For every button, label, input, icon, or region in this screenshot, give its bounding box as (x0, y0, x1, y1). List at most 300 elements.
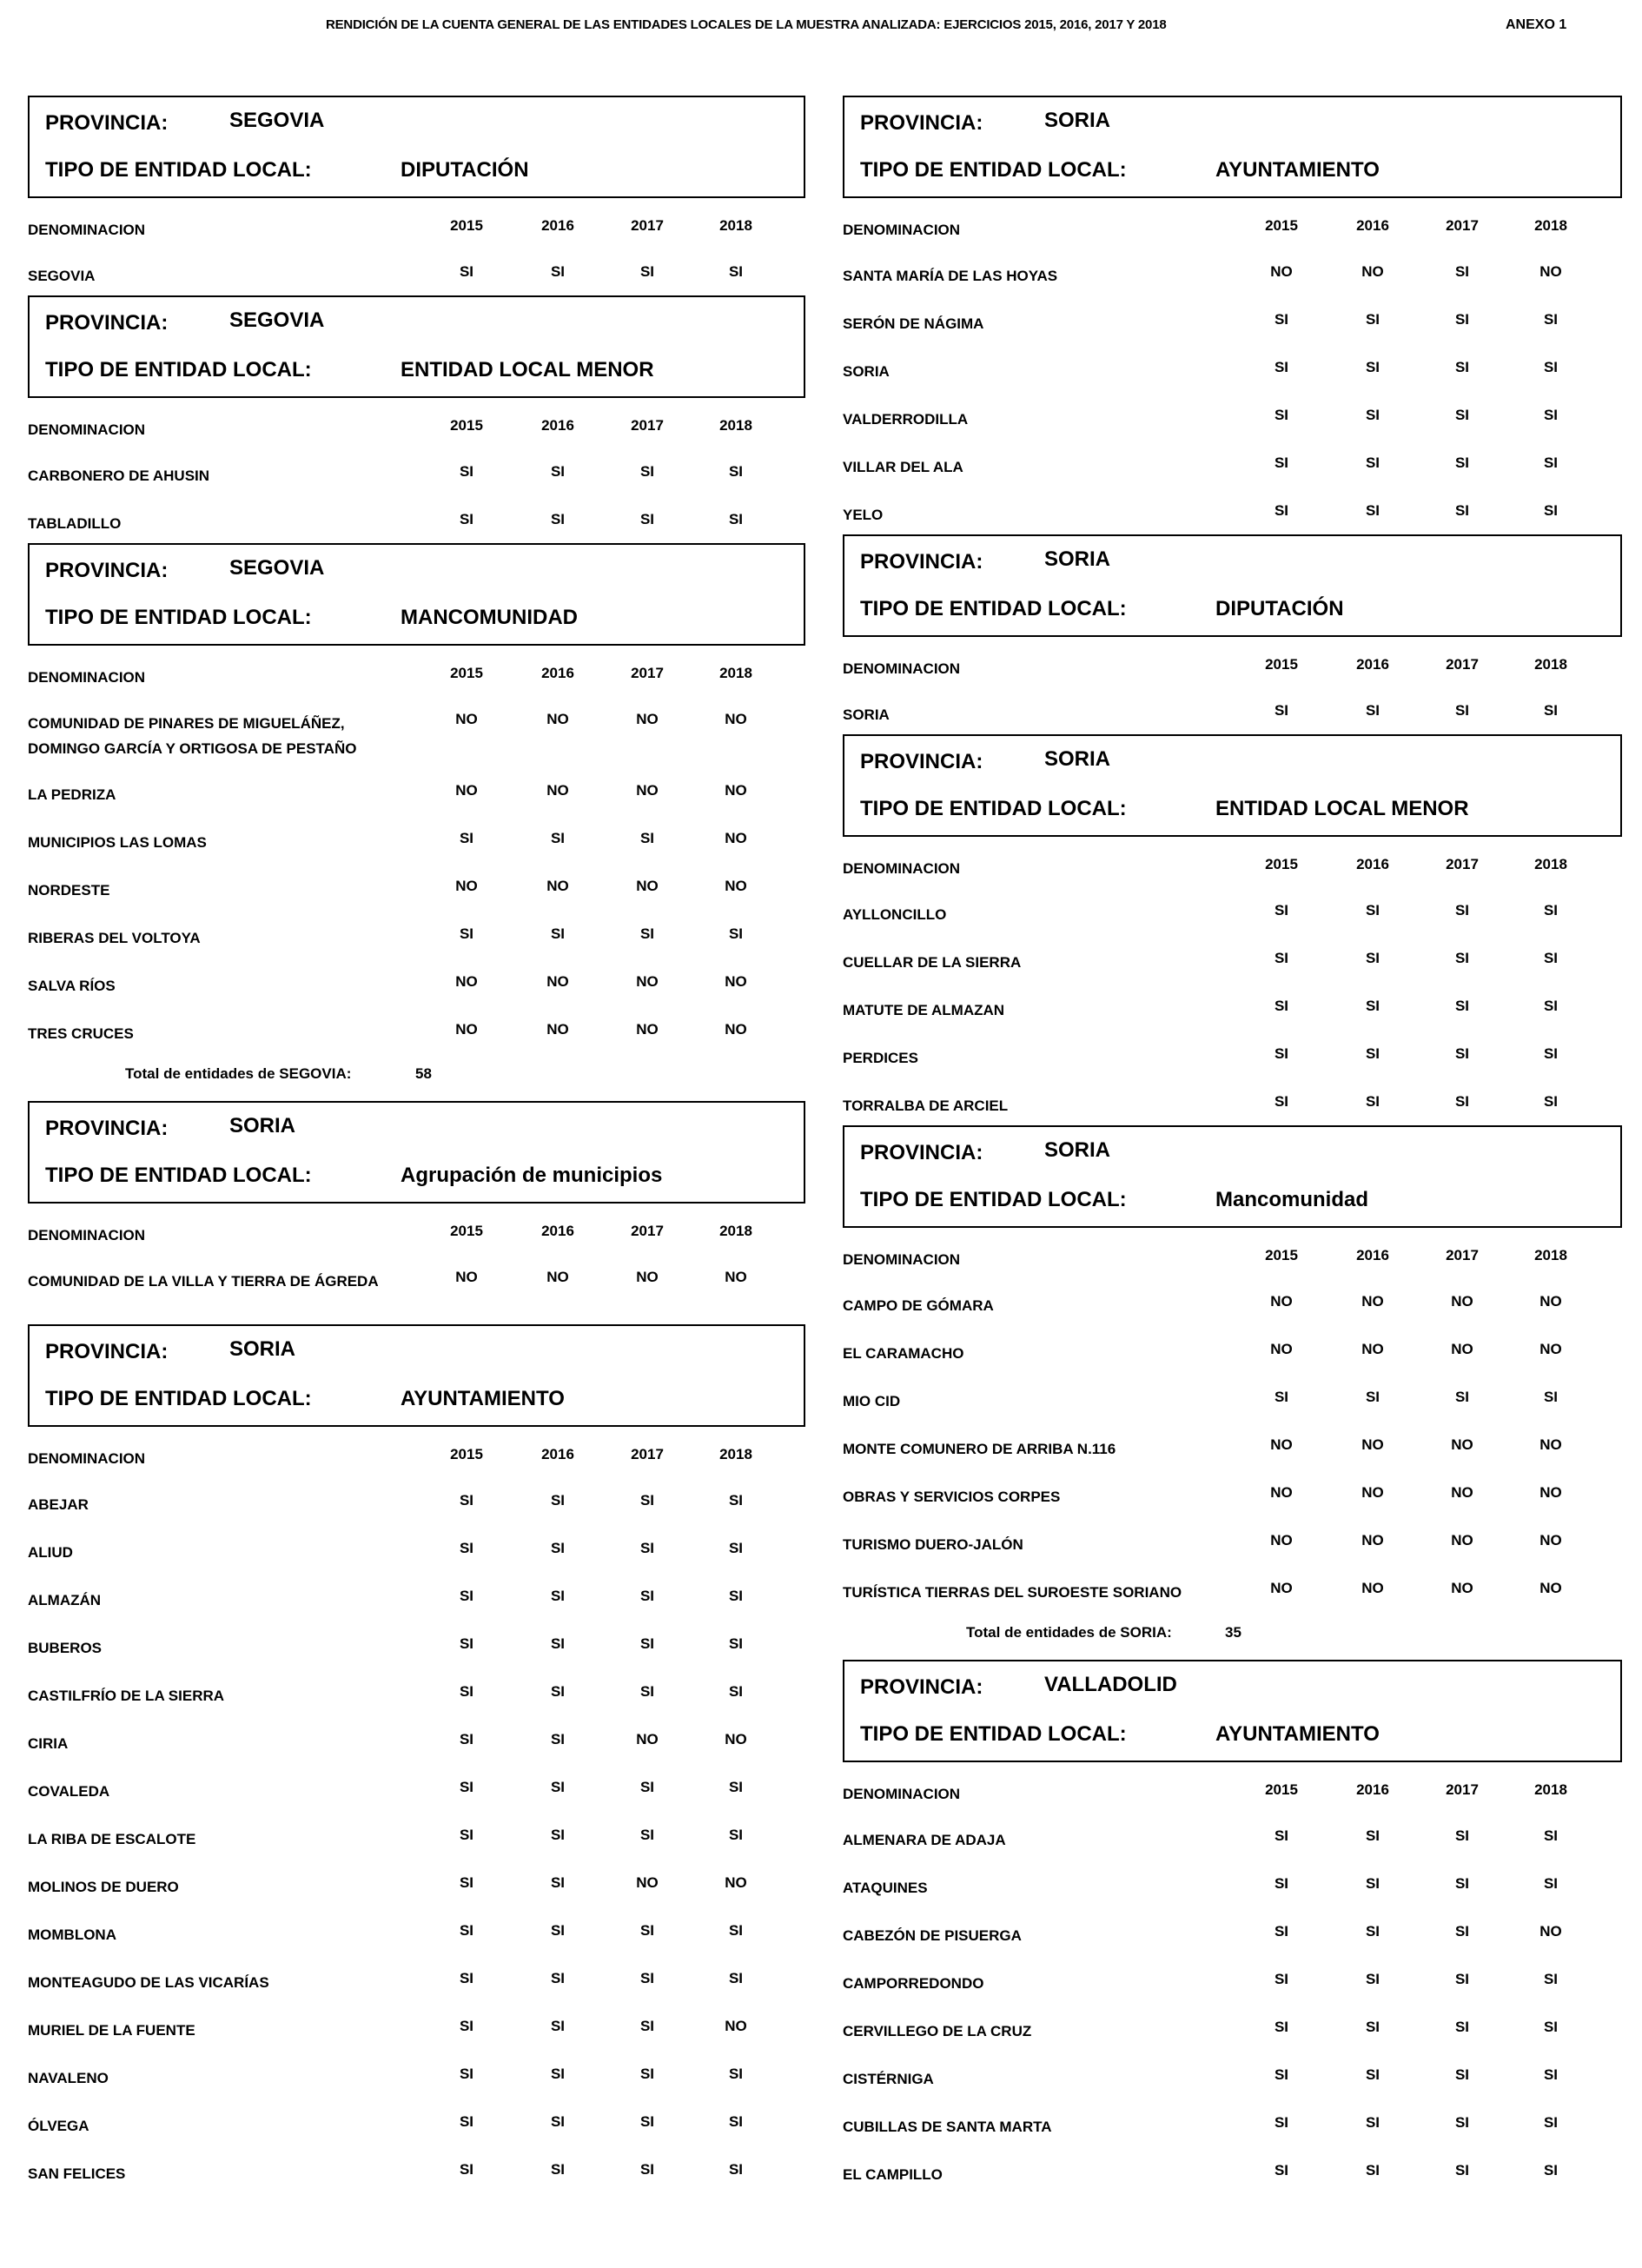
table-row (28, 1476, 805, 1524)
year-status-cell: NO (546, 878, 569, 894)
year-status-cell: NO (1270, 263, 1293, 280)
year-status-cell: NO (1451, 1341, 1473, 1357)
tipo-entidad-label: TIPO DE ENTIDAD LOCAL: (45, 1164, 312, 1187)
year-status-cell: NO (1270, 1580, 1293, 1596)
provincia-label: PROVINCIA: (45, 559, 169, 582)
year-status-cell: SI (459, 2018, 474, 2034)
table-row (28, 1811, 805, 1859)
table-row (28, 766, 805, 814)
year-status-cell: SI (728, 925, 744, 942)
column-header-year: 2015 (450, 665, 483, 681)
year-status-cell: SI (1274, 998, 1289, 1014)
column-header-year: 2018 (1534, 217, 1567, 234)
column-header-denominacion: DENOMINACION (843, 1251, 961, 1268)
year-status-cell: NO (1361, 1532, 1384, 1548)
section-header-box (843, 534, 1622, 637)
year-status-cell: NO (1270, 1484, 1293, 1501)
year-status-cell: SI (1543, 407, 1559, 423)
year-status-cell: SI (550, 830, 566, 846)
entity-name: SANTA MARÍA DE LAS HOYAS (843, 268, 1058, 284)
entity-name: LA RIBA DE ESCALOTE (28, 1831, 196, 1847)
province-total (843, 1612, 1622, 1660)
year-status-cell: SI (728, 2113, 744, 2130)
section-header-box (28, 295, 805, 398)
table-row (843, 1325, 1622, 1373)
column-header-year: 2015 (450, 217, 483, 234)
year-status-cell: SI (1454, 998, 1470, 1014)
column-header-year: 2017 (631, 417, 664, 434)
year-status-cell: NO (636, 973, 659, 990)
entity-name: COMUNIDAD DE LA VILLA Y TIERRA DE ÁGREDA (28, 1273, 379, 1290)
year-status-cell: SI (1274, 502, 1289, 519)
year-status-cell: SI (639, 1588, 655, 1604)
table-row (843, 248, 1622, 295)
entity-name: ABEJAR (28, 1496, 89, 1513)
year-status-cell: SI (1543, 1389, 1559, 1405)
column-header-year: 2018 (1534, 1247, 1567, 1263)
year-status-cell: NO (725, 2018, 747, 2034)
year-status-cell: SI (1274, 1827, 1289, 1844)
entity-name: RIBERAS DEL VOLTOYA (28, 930, 201, 946)
entity-name: COMUNIDAD DE PINARES DE MIGUELÁÑEZ, DOMINGO GARCÍA Y ORTIGOSA DE PESTAÑO (28, 715, 357, 757)
year-status-cell: NO (636, 711, 659, 727)
column-header-year: 2018 (719, 665, 752, 681)
section-header-box (843, 734, 1622, 837)
year-status-cell: NO (1539, 1923, 1562, 1940)
table-row (843, 886, 1622, 934)
year-status-cell: SI (639, 2161, 655, 2178)
year-status-cell: SI (1454, 1875, 1470, 1892)
table-header-row (843, 846, 1622, 886)
table-header-row (843, 1237, 1622, 1277)
column-header-year: 2018 (1534, 856, 1567, 872)
year-status-cell: NO (1451, 1436, 1473, 1453)
provincia-label: PROVINCIA: (860, 111, 983, 135)
year-status-cell: NO (636, 782, 659, 799)
tipo-entidad-value: DIPUTACIÓN (1215, 597, 1344, 620)
column-header-denominacion: DENOMINACION (28, 222, 146, 238)
entity-name: CUELLAR DE LA SIERRA (843, 954, 1022, 971)
tipo-entidad-label: TIPO DE ENTIDAD LOCAL: (45, 1387, 312, 1410)
entity-name: SALVA RÍOS (28, 978, 116, 994)
year-status-cell: SI (639, 2018, 655, 2034)
year-status-cell: SI (1543, 2019, 1559, 2035)
year-status-cell: SI (1454, 2162, 1470, 2178)
column-header-year: 2015 (1265, 656, 1298, 673)
tipo-entidad-value: AYUNTAMIENTO (1215, 158, 1380, 182)
year-status-cell: SI (1454, 1971, 1470, 1987)
year-status-cell: SI (639, 1635, 655, 1652)
entity-name: ALMAZÁN (28, 1592, 102, 1608)
year-status-cell: SI (1274, 702, 1289, 719)
year-status-cell: SI (1454, 2066, 1470, 2083)
province-total-value: 58 (415, 1065, 432, 1082)
year-status-cell: SI (1543, 502, 1559, 519)
table-header-row (843, 646, 1622, 686)
table-row (28, 958, 805, 1005)
entity-name: BUBEROS (28, 1640, 103, 1656)
table-row (28, 2098, 805, 2145)
entity-name: SORIA (843, 706, 890, 723)
year-status-cell: SI (1274, 1923, 1289, 1940)
year-status-cell: SI (1365, 454, 1380, 471)
entity-name: VALDERRODILLA (843, 411, 969, 428)
year-status-cell: SI (1454, 1093, 1470, 1110)
year-status-cell: NO (1539, 263, 1562, 280)
year-status-cell: NO (1539, 1341, 1562, 1357)
year-status-cell: SI (550, 925, 566, 942)
table-row (28, 1763, 805, 1811)
provincia-value: SEGOVIA (229, 556, 325, 580)
year-status-cell: SI (639, 2113, 655, 2130)
year-status-cell: SI (550, 1731, 566, 1747)
column-header-year: 2015 (450, 1223, 483, 1239)
entity-name: MUNICIPIOS LAS LOMAS (28, 834, 207, 851)
table-row (843, 1812, 1622, 1860)
provincia-value: SEGOVIA (229, 308, 325, 332)
year-status-cell: SI (1365, 1827, 1380, 1844)
tipo-entidad-label: TIPO DE ENTIDAD LOCAL: (860, 597, 1127, 620)
entity-name: EL CARAMACHO (843, 1345, 964, 1362)
year-status-cell: SI (728, 1588, 744, 1604)
column-header-year: 2016 (541, 665, 574, 681)
year-status-cell: SI (639, 1683, 655, 1700)
year-status-cell: SI (459, 2161, 474, 2178)
table-header-row (843, 207, 1622, 248)
year-status-cell: SI (1365, 902, 1380, 918)
year-status-cell: NO (636, 878, 659, 894)
year-status-cell: SI (459, 263, 474, 280)
entity-name: SORIA (843, 363, 890, 380)
column-header-year: 2016 (1356, 1247, 1389, 1263)
year-status-cell: NO (546, 782, 569, 799)
year-status-cell: SI (1543, 311, 1559, 328)
tipo-entidad-label: TIPO DE ENTIDAD LOCAL: (860, 1722, 1127, 1746)
year-status-cell: SI (1454, 502, 1470, 519)
year-status-cell: SI (550, 1492, 566, 1509)
section-header-box (28, 1324, 805, 1427)
year-status-cell: SI (550, 1874, 566, 1891)
year-status-cell: SI (1454, 1923, 1470, 1940)
table-header-row (28, 207, 805, 248)
provincia-value: SORIA (1044, 547, 1111, 571)
year-status-cell: SI (550, 511, 566, 527)
page-title: RENDICIÓN DE LA CUENTA GENERAL DE LAS ENTIDADES LOCALES DE LA MUESTRA ANALIZADA: EJERCICIOS 2015, 2016, 2017 Y 2018 (326, 17, 1167, 32)
entity-name: MURIEL DE LA FUENTE (28, 2022, 195, 2039)
year-status-cell: SI (639, 263, 655, 280)
entity-name: SAN FELICES (28, 2165, 126, 2182)
column-header-year: 2018 (719, 1223, 752, 1239)
table-header-row (28, 654, 805, 695)
entity-name: MOMBLONA (28, 1926, 116, 1943)
table-row (28, 248, 805, 295)
year-status-cell: SI (1543, 359, 1559, 375)
year-status-cell: SI (1365, 1389, 1380, 1405)
column-header-denominacion: DENOMINACION (843, 222, 961, 238)
year-status-cell: SI (728, 1683, 744, 1700)
section-header-box (28, 96, 805, 198)
table-header-row (28, 1212, 805, 1253)
year-status-cell: SI (1274, 2114, 1289, 2131)
year-status-cell: SI (1543, 950, 1559, 966)
year-status-cell: SI (550, 1540, 566, 1556)
year-status-cell: SI (459, 925, 474, 942)
column-header-year: 2016 (541, 417, 574, 434)
tipo-entidad-label: TIPO DE ENTIDAD LOCAL: (45, 158, 312, 182)
year-status-cell: NO (1270, 1532, 1293, 1548)
year-status-cell: SI (1543, 1827, 1559, 1844)
tipo-entidad-label: TIPO DE ENTIDAD LOCAL: (860, 797, 1127, 820)
year-status-cell: SI (639, 1970, 655, 1986)
column-header-year: 2018 (719, 217, 752, 234)
year-status-cell: SI (1274, 359, 1289, 375)
year-status-cell: NO (1270, 1341, 1293, 1357)
year-status-cell: NO (725, 782, 747, 799)
entity-name: OBRAS Y SERVICIOS CORPES (843, 1489, 1061, 1505)
column-header-year: 2016 (541, 1223, 574, 1239)
entity-name: CAMPO DE GÓMARA (843, 1297, 994, 1314)
year-status-cell: SI (1365, 407, 1380, 423)
year-status-cell: SI (459, 830, 474, 846)
year-status-cell: SI (639, 1827, 655, 1843)
province-total-value: 35 (1225, 1624, 1241, 1641)
table-row (28, 1954, 805, 2002)
year-status-cell: SI (459, 1588, 474, 1604)
tipo-entidad-label: TIPO DE ENTIDAD LOCAL: (860, 158, 1127, 182)
year-status-cell: SI (1365, 1923, 1380, 1940)
year-status-cell: SI (1543, 2066, 1559, 2083)
column-header-year: 2017 (1446, 856, 1479, 872)
year-status-cell: NO (725, 878, 747, 894)
table-row (843, 982, 1622, 1030)
year-status-cell: SI (1454, 311, 1470, 328)
year-status-cell: NO (1451, 1532, 1473, 1548)
year-status-cell: SI (1365, 2066, 1380, 2083)
column-header-year: 2018 (1534, 656, 1567, 673)
column-header-year: 2017 (631, 1223, 664, 1239)
year-status-cell: SI (1365, 998, 1380, 1014)
entity-name: ALIUD (28, 1544, 73, 1561)
year-status-cell: NO (1539, 1580, 1562, 1596)
year-status-cell: SI (1454, 407, 1470, 423)
year-status-cell: SI (1365, 1045, 1380, 1062)
column-header-year: 2015 (1265, 217, 1298, 234)
year-status-cell: NO (1539, 1436, 1562, 1453)
table-row (843, 2099, 1622, 2146)
year-status-cell: SI (550, 1779, 566, 1795)
column-header-year: 2015 (450, 417, 483, 434)
entity-name: EL CAMPILLO (843, 2166, 943, 2183)
year-status-cell: SI (1543, 902, 1559, 918)
year-status-cell: SI (1454, 1827, 1470, 1844)
year-status-cell: SI (1365, 311, 1380, 328)
table-row (843, 1955, 1622, 2003)
year-status-cell: SI (639, 830, 655, 846)
entity-name: TURISMO DUERO-JALÓN (843, 1536, 1023, 1553)
year-status-cell: SI (1274, 1971, 1289, 1987)
column-header-year: 2017 (1446, 656, 1479, 673)
column-header-denominacion: DENOMINACION (843, 1786, 961, 1802)
column-header-year: 2017 (1446, 217, 1479, 234)
column-header-denominacion: DENOMINACION (28, 421, 146, 438)
year-status-cell: SI (1274, 2066, 1289, 2083)
column-header-year: 2015 (450, 1446, 483, 1462)
table-row (28, 1907, 805, 1954)
provincia-value: SORIA (1044, 1138, 1111, 1162)
year-status-cell: SI (639, 1779, 655, 1795)
year-status-cell: SI (728, 1779, 744, 1795)
table-row (28, 814, 805, 862)
year-status-cell: SI (1274, 1093, 1289, 1110)
table-row (28, 1005, 805, 1053)
entity-name: CARBONERO DE AHUSIN (28, 468, 210, 484)
entity-name: PERDICES (843, 1050, 918, 1066)
year-status-cell: SI (1274, 407, 1289, 423)
year-status-cell: SI (1365, 950, 1380, 966)
year-status-cell: NO (455, 782, 478, 799)
table-row (843, 1516, 1622, 1564)
year-status-cell: SI (1365, 2114, 1380, 2131)
year-status-cell: NO (546, 1269, 569, 1285)
entity-name: MATUTE DE ALMAZAN (843, 1002, 1005, 1018)
year-status-cell: NO (455, 1269, 478, 1285)
entity-name: MONTE COMUNERO DE ARRIBA N.116 (843, 1441, 1116, 1457)
year-status-cell: SI (1274, 454, 1289, 471)
year-status-cell: NO (636, 1269, 659, 1285)
section-header-box (843, 1125, 1622, 1228)
year-status-cell: NO (1539, 1532, 1562, 1548)
entity-name: COVALEDA (28, 1783, 110, 1800)
provincia-label: PROVINCIA: (45, 1340, 169, 1363)
tipo-entidad-label: TIPO DE ENTIDAD LOCAL: (45, 606, 312, 629)
year-status-cell: SI (639, 463, 655, 480)
year-status-cell: SI (1365, 2162, 1380, 2178)
table-row (843, 1907, 1622, 1955)
column-header-denominacion: DENOMINACION (28, 669, 146, 686)
year-status-cell: NO (725, 1269, 747, 1285)
year-status-cell: SI (459, 1874, 474, 1891)
entity-name: TORRALBA DE ARCIEL (843, 1098, 1009, 1114)
year-status-cell: SI (1454, 950, 1470, 966)
table-row (28, 862, 805, 910)
year-status-cell: SI (1365, 1093, 1380, 1110)
year-status-cell: NO (546, 1021, 569, 1038)
year-status-cell: NO (1539, 1293, 1562, 1310)
year-status-cell: NO (725, 830, 747, 846)
year-status-cell: NO (1451, 1484, 1473, 1501)
year-status-cell: SI (1274, 1389, 1289, 1405)
tipo-entidad-label: TIPO DE ENTIDAD LOCAL: (45, 358, 312, 381)
year-status-cell: SI (639, 511, 655, 527)
year-status-cell: SI (459, 1970, 474, 1986)
entity-name: SERÓN DE NÁGIMA (843, 315, 984, 332)
provincia-value: SEGOVIA (229, 109, 325, 132)
column-header-denominacion: DENOMINACION (28, 1227, 146, 1243)
year-status-cell: NO (1361, 1580, 1384, 1596)
year-status-cell: SI (1365, 702, 1380, 719)
year-status-cell: SI (639, 1492, 655, 1509)
year-status-cell: NO (1361, 1484, 1384, 1501)
entity-name: ÓLVEGA (28, 2118, 89, 2134)
provincia-label: PROVINCIA: (860, 1675, 983, 1699)
table-row (843, 295, 1622, 343)
year-status-cell: SI (550, 1588, 566, 1604)
column-header-year: 2017 (631, 217, 664, 234)
year-status-cell: SI (550, 1827, 566, 1843)
year-status-cell: SI (639, 2066, 655, 2082)
table-row (28, 1715, 805, 1763)
year-status-cell: SI (1274, 1875, 1289, 1892)
entity-name: TRES CRUCES (28, 1025, 134, 1042)
year-status-cell: SI (1365, 2019, 1380, 2035)
entity-name: CABEZÓN DE PISUERGA (843, 1927, 1022, 1944)
entity-name: TABLADILLO (28, 515, 122, 532)
table-row (843, 1030, 1622, 1078)
year-status-cell: SI (728, 263, 744, 280)
table-row (843, 439, 1622, 487)
year-status-cell: SI (1543, 1971, 1559, 1987)
year-status-cell: SI (550, 2161, 566, 2178)
year-status-cell: SI (1543, 2114, 1559, 2131)
column-header-year: 2017 (631, 1446, 664, 1462)
table-row (843, 2003, 1622, 2051)
table-row (843, 686, 1622, 734)
provincia-label: PROVINCIA: (45, 311, 169, 335)
entity-name: MONTEAGUDO DE LAS VICARÍAS (28, 1974, 269, 1991)
year-status-cell: NO (725, 973, 747, 990)
column-header-year: 2017 (631, 665, 664, 681)
table-row (843, 1078, 1622, 1125)
year-status-cell: SI (639, 1922, 655, 1939)
table-row (28, 1253, 805, 1324)
year-status-cell: NO (1451, 1293, 1473, 1310)
section-header-box (28, 543, 805, 646)
year-status-cell: SI (728, 1922, 744, 1939)
column-header-year: 2018 (719, 1446, 752, 1462)
tipo-entidad-value: MANCOMUNIDAD (401, 606, 578, 629)
year-status-cell: SI (639, 925, 655, 942)
year-status-cell: SI (550, 1922, 566, 1939)
year-status-cell: NO (725, 1731, 747, 1747)
year-status-cell: NO (1270, 1436, 1293, 1453)
column-header-year: 2016 (1356, 656, 1389, 673)
year-status-cell: SI (459, 1922, 474, 1939)
entity-name: ATAQUINES (843, 1880, 928, 1896)
year-status-cell: SI (1543, 1875, 1559, 1892)
table-row (28, 448, 805, 495)
table-row (28, 2145, 805, 2193)
table-row (843, 2146, 1622, 2194)
table-row (28, 2002, 805, 2050)
year-status-cell: SI (1543, 1045, 1559, 1062)
year-status-cell: SI (728, 2161, 744, 2178)
year-status-cell: SI (1454, 2114, 1470, 2131)
table-row (28, 2050, 805, 2098)
year-status-cell: SI (1454, 702, 1470, 719)
provincia-label: PROVINCIA: (45, 1117, 169, 1140)
year-status-cell: SI (459, 2066, 474, 2082)
year-status-cell: SI (1454, 359, 1470, 375)
entity-name: LA PEDRIZA (28, 786, 116, 803)
year-status-cell: SI (1454, 2019, 1470, 2035)
column-header-year: 2017 (1446, 1247, 1479, 1263)
year-status-cell: SI (459, 463, 474, 480)
year-status-cell: NO (455, 1021, 478, 1038)
column-header-denominacion: DENOMINACION (28, 1450, 146, 1467)
province-total-label: Total de entidades de SEGOVIA: (125, 1065, 352, 1082)
year-status-cell: NO (1270, 1293, 1293, 1310)
year-status-cell: NO (1451, 1580, 1473, 1596)
